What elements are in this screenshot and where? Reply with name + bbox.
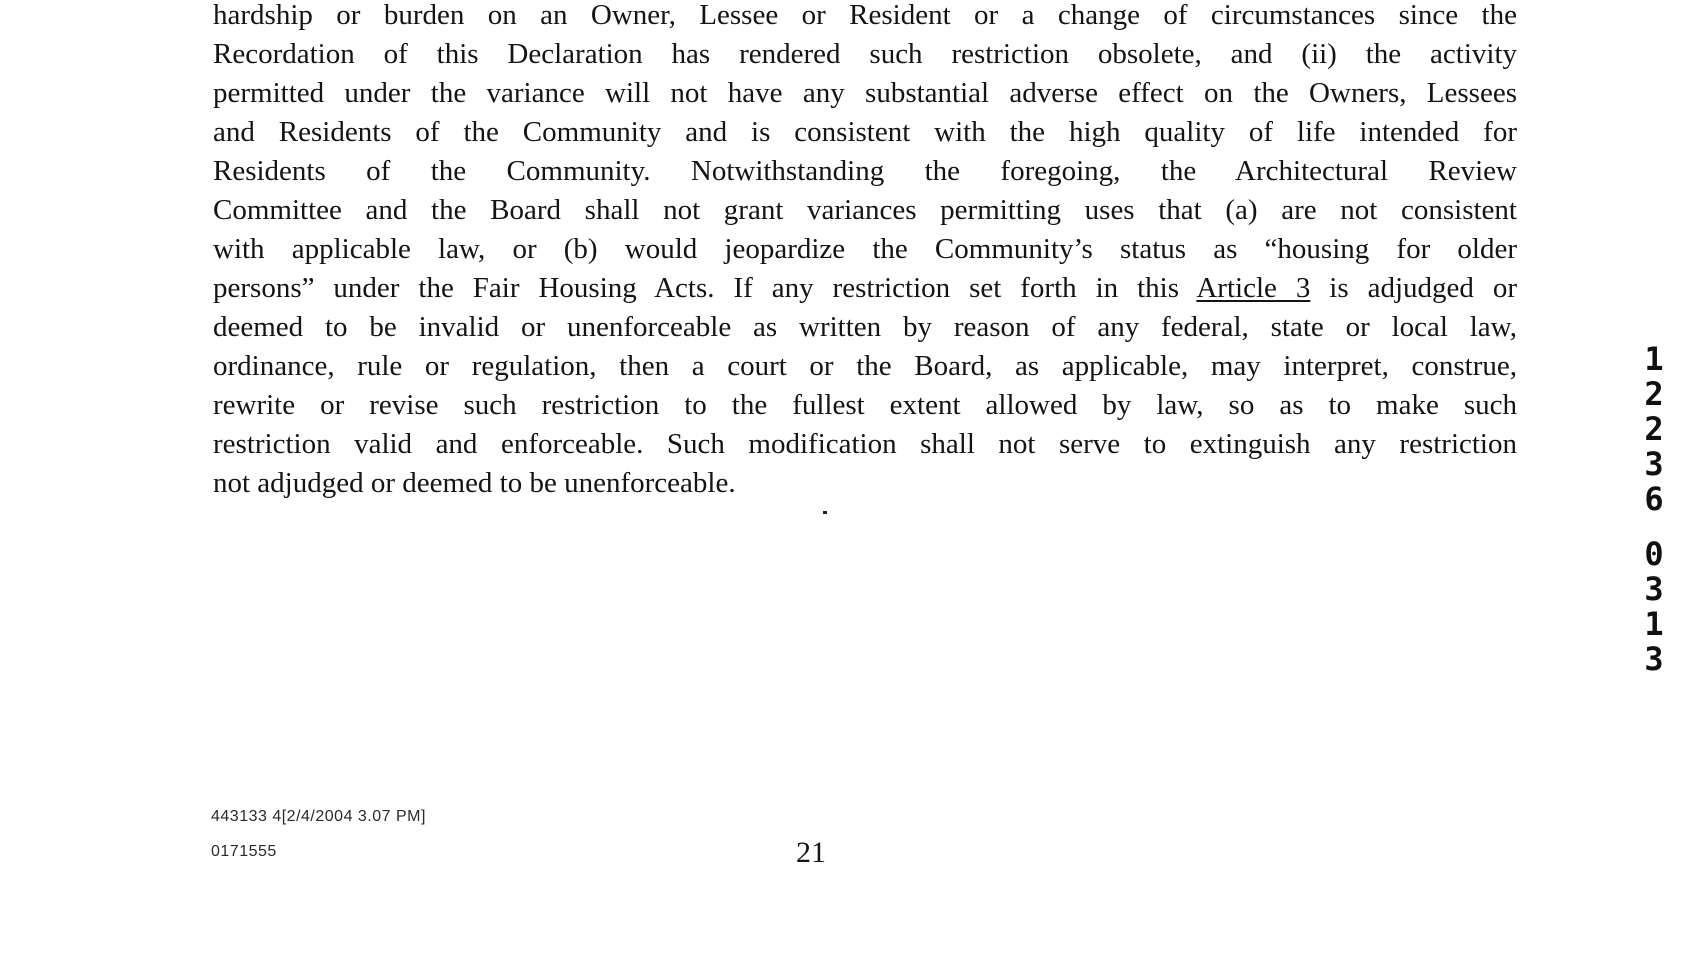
text-line: ordinance, rule or regulation, then a court or the Board, as applicable, may interpret, construe,	[213, 350, 1517, 382]
stamp-digit: 6	[1644, 480, 1664, 518]
text-line: permitted under the variance will not have any substantial adverse effect on the Owners, Lessees	[213, 77, 1517, 109]
text-segment: persons” under the Fair Housing Acts. If any restriction set forth in this	[213, 272, 1197, 304]
text-line-with-reference	[213, 269, 1517, 308]
stamp-digit: 0	[1644, 535, 1664, 573]
text-line: restriction valid and enforceable. Such modification shall not serve to extinguish any restriction	[213, 428, 1517, 460]
text-line: Residents of the Community. Notwithstanding the foregoing, the Architectural Review	[213, 155, 1517, 187]
text-segment: is adjudged or	[1310, 272, 1518, 304]
stamp-digit: 3	[1644, 570, 1664, 608]
body-paragraph	[213, 0, 1517, 503]
stamp-gap	[1636, 517, 1672, 537]
text-line: hardship or burden on an Owner, Lessee or Resident or a change of circumstances since the	[213, 0, 1517, 31]
stamp-digit: 1	[1644, 340, 1664, 378]
stray-mark	[823, 511, 827, 514]
stamp-digit: 1	[1644, 605, 1664, 643]
text-line: not adjudged or deemed to be unenforceable.	[213, 467, 736, 499]
text-line: Committee and the Board shall not grant variances permitting uses that (a) are not consistent	[213, 194, 1517, 226]
stamp-digit: 2	[1644, 410, 1664, 448]
page-number: 21	[796, 836, 826, 869]
text-line: and Residents of the Community and is consistent with the high quality of life intended for	[213, 116, 1517, 148]
text-line: with applicable law, or (b) would jeopardize the Community’s status as “housing for older	[213, 233, 1517, 265]
recording-stamp	[1636, 342, 1672, 677]
stamp-digit: 3	[1644, 445, 1664, 483]
text-line: deemed to be invalid or unenforceable as written by reason of any federal, state or local law,	[213, 311, 1517, 343]
stamp-digit: 2	[1644, 375, 1664, 413]
footer-document-id: 443133 4[2/4/2004 3.07 PM]	[211, 808, 426, 825]
text-line: rewrite or revise such restriction to the fullest extent allowed by law, so as to make such	[213, 389, 1517, 421]
text-line: Recordation of this Declaration has rendered such restriction obsolete, and (ii) the activity	[213, 38, 1517, 70]
stamp-digit: 3	[1644, 640, 1664, 678]
article-reference: Article 3	[1196, 272, 1311, 304]
footer-client-id: 0171555	[211, 843, 277, 860]
